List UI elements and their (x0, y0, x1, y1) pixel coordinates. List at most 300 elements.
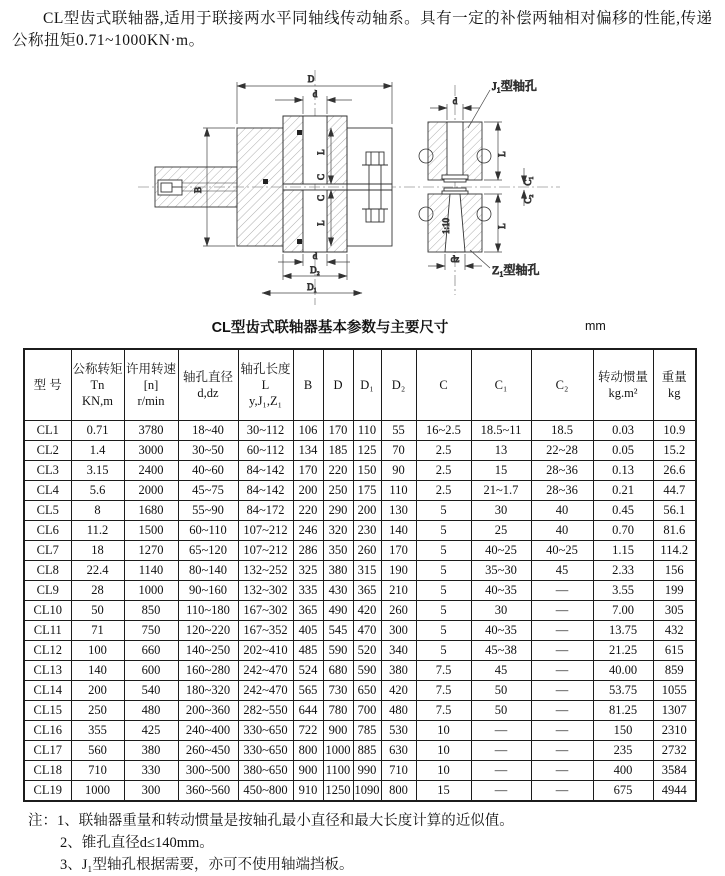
table-row (24, 741, 696, 761)
table-cell: CL17 (24, 741, 71, 761)
table-cell: 260 (381, 601, 416, 621)
table-cell: 114.2 (653, 541, 696, 561)
table-cell: 84~142 (238, 481, 293, 501)
table-cell: 300~500 (178, 761, 238, 781)
table-cell: 520 (353, 641, 381, 661)
table-cell: 40~25 (531, 541, 593, 561)
table-cell: 5 (416, 541, 471, 561)
dim-label-L-j1: L (497, 151, 507, 157)
column-header: D₁ (353, 349, 381, 421)
table-cell: 0.71 (71, 421, 124, 441)
table-cell: 1000 (71, 781, 124, 802)
table-cell: CL3 (24, 461, 71, 481)
table-cell: 480 (381, 701, 416, 721)
table-cell: 246 (293, 521, 323, 541)
table-cell: — (531, 601, 593, 621)
table-cell: 7.5 (416, 701, 471, 721)
table-cell: 65~120 (178, 541, 238, 561)
table-cell: 5 (416, 501, 471, 521)
table-cell: 242~470 (238, 661, 293, 681)
table-cell: 40~60 (178, 461, 238, 481)
table-cell: 2.33 (593, 561, 653, 581)
table-cell: — (531, 761, 593, 781)
dim-label-C-top: C (316, 173, 326, 181)
table-cell: 3780 (124, 421, 178, 441)
column-header: 轴孔直径 d,dz (178, 349, 238, 421)
table-cell: 2732 (653, 741, 696, 761)
table-row (24, 441, 696, 461)
column-header: 轴孔长度 L y,J₁,Z₁ (238, 349, 293, 421)
table-cell: 130 (381, 501, 416, 521)
table-row (24, 501, 696, 521)
table-cell: 81.25 (593, 701, 653, 721)
table-cell: 1270 (124, 541, 178, 561)
table-row (24, 641, 696, 661)
table-cell: 44.7 (653, 481, 696, 501)
table-cell: 240~400 (178, 721, 238, 741)
table-cell: 3.55 (593, 581, 653, 601)
table-cell: 125 (353, 441, 381, 461)
table-cell: 800 (293, 741, 323, 761)
table-cell: 315 (353, 561, 381, 581)
table-cell: 18~40 (178, 421, 238, 441)
table-cell: 300 (124, 781, 178, 802)
intro-paragraph: CL型齿式联轴器,适用于联接两水平同轴线传动轴系。具有一定的补偿两轴相对偏移的性能,传递公称扭矩0.71~1000KN·m。 (12, 10, 713, 49)
table-cell: CL6 (24, 521, 71, 541)
table-cell: 210 (381, 581, 416, 601)
table-cell: 40~35 (471, 621, 531, 641)
table-cell: 350 (323, 541, 353, 561)
table-cell: 286 (293, 541, 323, 561)
table-cell: 110~180 (178, 601, 238, 621)
table-cell: 90 (381, 461, 416, 481)
table-cell: 2.5 (416, 461, 471, 481)
table-cell: 305 (653, 601, 696, 621)
dim-label-D2: D₂ (310, 265, 320, 275)
table-cell: — (471, 741, 531, 761)
dim-label-C1: C₁ (523, 176, 533, 186)
column-header: B (293, 349, 323, 421)
table-cell: 260~450 (178, 741, 238, 761)
table-cell: 110 (353, 421, 381, 441)
table-cell: 28~36 (531, 461, 593, 481)
table-cell: 700 (353, 701, 381, 721)
table-cell: 10 (416, 721, 471, 741)
table-cell: 45 (471, 661, 531, 681)
table-cell: CL19 (24, 781, 71, 802)
table-cell: 710 (71, 761, 124, 781)
table-cell: 2400 (124, 461, 178, 481)
table-cell: 18.5~11 (471, 421, 531, 441)
taper-label: 1:10 (441, 217, 451, 235)
table-cell: 730 (323, 681, 353, 701)
table-cell: 320 (323, 521, 353, 541)
table-cell: 134 (293, 441, 323, 461)
table-cell: 0.03 (593, 421, 653, 441)
table-cell: 380~650 (238, 761, 293, 781)
table-cell: 5 (416, 621, 471, 641)
table-cell: 530 (381, 721, 416, 741)
table-cell: 30 (471, 501, 531, 521)
table-cell: — (531, 581, 593, 601)
table-cell: 50 (71, 601, 124, 621)
table-cell: 710 (381, 761, 416, 781)
table-row (24, 721, 696, 741)
table-cell: 18 (71, 541, 124, 561)
table-cell: 3000 (124, 441, 178, 461)
table-cell: CL12 (24, 641, 71, 661)
table-cell: 1000 (323, 741, 353, 761)
table-cell: 150 (353, 461, 381, 481)
table-cell: 13.75 (593, 621, 653, 641)
table-cell: 10.9 (653, 421, 696, 441)
column-header: C (416, 349, 471, 421)
table-cell: 5 (416, 561, 471, 581)
table-cell: 71 (71, 621, 124, 641)
table-title: CL型齿式联轴器基本参数与主要尺寸 (211, 320, 449, 336)
table-cell: 780 (323, 701, 353, 721)
table-cell: 545 (323, 621, 353, 641)
table-cell: CL2 (24, 441, 71, 461)
table-cell: 170 (381, 541, 416, 561)
table-cell: 365 (353, 581, 381, 601)
table-cell: 140~250 (178, 641, 238, 661)
column-header: 重量 kg (653, 349, 696, 421)
table-cell: 859 (653, 661, 696, 681)
table-cell: 10 (416, 761, 471, 781)
table-cell: 282~550 (238, 701, 293, 721)
column-header: D₂ (381, 349, 416, 421)
table-cell: 13 (471, 441, 531, 461)
table-cell: 330~650 (238, 741, 293, 761)
table-cell: 1.4 (71, 441, 124, 461)
table-cell: — (531, 621, 593, 641)
table-cell: 167~302 (238, 601, 293, 621)
table-cell: 420 (381, 681, 416, 701)
table-cell: 40 (531, 501, 593, 521)
table-cell: 45~38 (471, 641, 531, 661)
table-cell: 40~35 (471, 581, 531, 601)
dim-label-dz: dz (450, 254, 460, 264)
table-cell: 680 (323, 661, 353, 681)
table-cell: 170 (293, 461, 323, 481)
table-cell: CL18 (24, 761, 71, 781)
note-item-3: 3、J₁型轴孔根据需要，亦可不使用轴端挡板。 (60, 857, 354, 873)
table-cell: 55~90 (178, 501, 238, 521)
table-cell: 140 (71, 661, 124, 681)
table-cell: 1055 (653, 681, 696, 701)
table-cell: 850 (124, 601, 178, 621)
table-cell: 785 (353, 721, 381, 741)
table-cell: — (471, 781, 531, 802)
table-cell: 70 (381, 441, 416, 461)
table-cell: 1307 (653, 701, 696, 721)
table-cell: 300 (381, 621, 416, 641)
table-cell: 380 (124, 741, 178, 761)
table-cell: 84~172 (238, 501, 293, 521)
table-cell: CL4 (24, 481, 71, 501)
table-cell: 81.6 (653, 521, 696, 541)
table-cell: CL13 (24, 661, 71, 681)
table-cell: — (531, 641, 593, 661)
dim-label-L-top: L (316, 149, 326, 155)
dim-label-D1: D₁ (307, 282, 317, 292)
table-cell: CL10 (24, 601, 71, 621)
table-cell: 400 (593, 761, 653, 781)
table-cell: 524 (293, 661, 323, 681)
table-cell: 1250 (323, 781, 353, 802)
table-cell: 2.5 (416, 441, 471, 461)
table-cell: 21.25 (593, 641, 653, 661)
table-cell: 0.70 (593, 521, 653, 541)
table-cell: 650 (353, 681, 381, 701)
table-cell: 22~28 (531, 441, 593, 461)
table-cell: 5.6 (71, 481, 124, 501)
table-row (24, 681, 696, 701)
table-cell: 490 (323, 601, 353, 621)
table-cell: 15 (471, 461, 531, 481)
table-cell: 3.15 (71, 461, 124, 481)
table-cell: 120~220 (178, 621, 238, 641)
table-row (24, 521, 696, 541)
table-cell: 0.21 (593, 481, 653, 501)
table-cell: CL5 (24, 501, 71, 521)
table-cell: 0.05 (593, 441, 653, 461)
table-cell: 5 (416, 581, 471, 601)
table-cell: 2.5 (416, 481, 471, 501)
table-cell: 230 (353, 521, 381, 541)
table-cell: 110 (381, 481, 416, 501)
table-cell: 84~142 (238, 461, 293, 481)
table-cell: CL16 (24, 721, 71, 741)
table-cell: 910 (293, 781, 323, 802)
table-cell: 0.45 (593, 501, 653, 521)
table-cell: 5 (416, 521, 471, 541)
table-cell: CL1 (24, 421, 71, 441)
j1-bore-label: J₁型轴孔 (492, 79, 537, 93)
table-cell: 340 (381, 641, 416, 661)
table-cell: 35~30 (471, 561, 531, 581)
table-cell: 107~212 (238, 541, 293, 561)
table-cell: 22.4 (71, 561, 124, 581)
column-header: C₂ (531, 349, 593, 421)
table-cell: 590 (353, 661, 381, 681)
table-cell: 55 (381, 421, 416, 441)
table-cell: 0.13 (593, 461, 653, 481)
table-cell: 1000 (124, 581, 178, 601)
table-row (24, 541, 696, 561)
table-cell: 5 (416, 601, 471, 621)
table-cell: 30 (471, 601, 531, 621)
table-cell: 40~25 (471, 541, 531, 561)
table-cell: 7.5 (416, 681, 471, 701)
table-cell: 28 (71, 581, 124, 601)
table-cell: 722 (293, 721, 323, 741)
table-cell: 242~470 (238, 681, 293, 701)
table-row (24, 421, 696, 441)
dim-label-L-bottom: L (316, 220, 326, 226)
table-row (24, 761, 696, 781)
parameters-table (23, 348, 697, 802)
table-cell: 1100 (323, 761, 353, 781)
table-cell: CL15 (24, 701, 71, 721)
table-cell: 1680 (124, 501, 178, 521)
table-cell: 100 (71, 641, 124, 661)
table-cell: 107~212 (238, 521, 293, 541)
table-cell: 990 (353, 761, 381, 781)
table-cell: 425 (124, 721, 178, 741)
table-cell: 615 (653, 641, 696, 661)
column-header: D (323, 349, 353, 421)
table-cell: 40.00 (593, 661, 653, 681)
table-cell: 630 (381, 741, 416, 761)
table-cell: 1500 (124, 521, 178, 541)
table-cell: 5 (416, 641, 471, 661)
table-cell: 15 (416, 781, 471, 802)
dim-label-C-bottom: C (316, 194, 326, 202)
table-cell: 750 (124, 621, 178, 641)
table-cell: 250 (323, 481, 353, 501)
table-cell: 45~75 (178, 481, 238, 501)
dim-label-d-bottom: d (312, 251, 318, 261)
table-cell: 405 (293, 621, 323, 641)
table-cell: 560 (71, 741, 124, 761)
table-cell: 220 (323, 461, 353, 481)
table-cell: 220 (293, 501, 323, 521)
table-cell: 565 (293, 681, 323, 701)
table-cell: 11.2 (71, 521, 124, 541)
table-cell: 10 (416, 741, 471, 761)
table-cell: 3584 (653, 761, 696, 781)
table-cell: — (471, 761, 531, 781)
table-cell: 60~112 (238, 441, 293, 461)
dim-label-C2: C₂ (523, 194, 533, 204)
table-cell: 470 (353, 621, 381, 641)
table-cell: CL7 (24, 541, 71, 561)
table-cell: 420 (353, 601, 381, 621)
table-cell: 50 (471, 681, 531, 701)
table-cell: — (531, 781, 593, 802)
table-cell: 590 (323, 641, 353, 661)
table-cell: 485 (293, 641, 323, 661)
table-cell: — (531, 721, 593, 741)
table-cell: 28~36 (531, 481, 593, 501)
table-cell: 432 (653, 621, 696, 641)
table-cell: 2310 (653, 721, 696, 741)
table-cell: 355 (71, 721, 124, 741)
table-cell: 235 (593, 741, 653, 761)
table-cell: 53.75 (593, 681, 653, 701)
table-cell: 450~800 (238, 781, 293, 802)
table-row (24, 601, 696, 621)
table-cell: 106 (293, 421, 323, 441)
table-cell: CL11 (24, 621, 71, 641)
table-cell: 15.2 (653, 441, 696, 461)
dim-label-B: B (193, 186, 203, 194)
table-cell: 18.5 (531, 421, 593, 441)
table-cell: 202~410 (238, 641, 293, 661)
table-cell: 200~360 (178, 701, 238, 721)
table-cell: 335 (293, 581, 323, 601)
table-row (24, 461, 696, 481)
dim-label-d-j1: d (452, 96, 458, 106)
table-row (24, 561, 696, 581)
table-cell: 60~110 (178, 521, 238, 541)
column-header: 转动惯量 kg.m² (593, 349, 653, 421)
table-cell: 675 (593, 781, 653, 802)
table-cell: 25 (471, 521, 531, 541)
table-cell: 185 (323, 441, 353, 461)
table-cell: — (531, 741, 593, 761)
table-cell: 200 (293, 481, 323, 501)
table-cell: 644 (293, 701, 323, 721)
table-cell: 160~280 (178, 661, 238, 681)
notes (28, 810, 718, 876)
table-row (24, 701, 696, 721)
table-cell: 600 (124, 661, 178, 681)
table-cell: 190 (381, 561, 416, 581)
table-cell: 16~2.5 (416, 421, 471, 441)
table-row (24, 621, 696, 641)
table-cell: 885 (353, 741, 381, 761)
table-cell: 56.1 (653, 501, 696, 521)
dim-label-D: D (307, 74, 315, 84)
table-cell: 150 (593, 721, 653, 741)
table-cell: 7.5 (416, 661, 471, 681)
table-cell: 480 (124, 701, 178, 721)
table-cell: 180~320 (178, 681, 238, 701)
table-cell: 200 (353, 501, 381, 521)
table-cell: 900 (293, 761, 323, 781)
table-cell: 40 (531, 521, 593, 541)
table-cell: 430 (323, 581, 353, 601)
header-row (24, 349, 696, 421)
note-item-2: 2、锥孔直径d≤140mm。 (60, 835, 214, 851)
table-cell: 80~140 (178, 561, 238, 581)
table-cell: 200 (71, 681, 124, 701)
table-cell: 7.00 (593, 601, 653, 621)
table-cell: — (531, 701, 593, 721)
table-cell: 1140 (124, 561, 178, 581)
table-cell: 8 (71, 501, 124, 521)
table-cell: 330 (124, 761, 178, 781)
table-cell: 156 (653, 561, 696, 581)
table-cell: 50 (471, 701, 531, 721)
notes-prefix: 注： (28, 813, 57, 829)
table-cell: 30~112 (238, 421, 293, 441)
table-cell: — (471, 721, 531, 741)
table-cell: 30~50 (178, 441, 238, 461)
table-cell: 26.6 (653, 461, 696, 481)
table-cell: 360~560 (178, 781, 238, 802)
table-cell: CL14 (24, 681, 71, 701)
table-cell: 132~252 (238, 561, 293, 581)
table-cell: 1.15 (593, 541, 653, 561)
table-cell: 132~302 (238, 581, 293, 601)
dim-label-d-top: d (312, 89, 318, 99)
table-cell: 1090 (353, 781, 381, 802)
table-cell: 380 (381, 661, 416, 681)
z1-bore-label: Z₁型轴孔 (492, 263, 540, 277)
table-cell: 660 (124, 641, 178, 661)
table-cell: 45 (531, 561, 593, 581)
dim-label-L-z1: L (497, 223, 507, 229)
coupling-drawing (0, 58, 725, 312)
column-header: 型 号 (24, 349, 71, 421)
column-header: 公称转矩 Tn KN,m (71, 349, 124, 421)
table-cell: 2000 (124, 481, 178, 501)
table-cell: 167~352 (238, 621, 293, 641)
